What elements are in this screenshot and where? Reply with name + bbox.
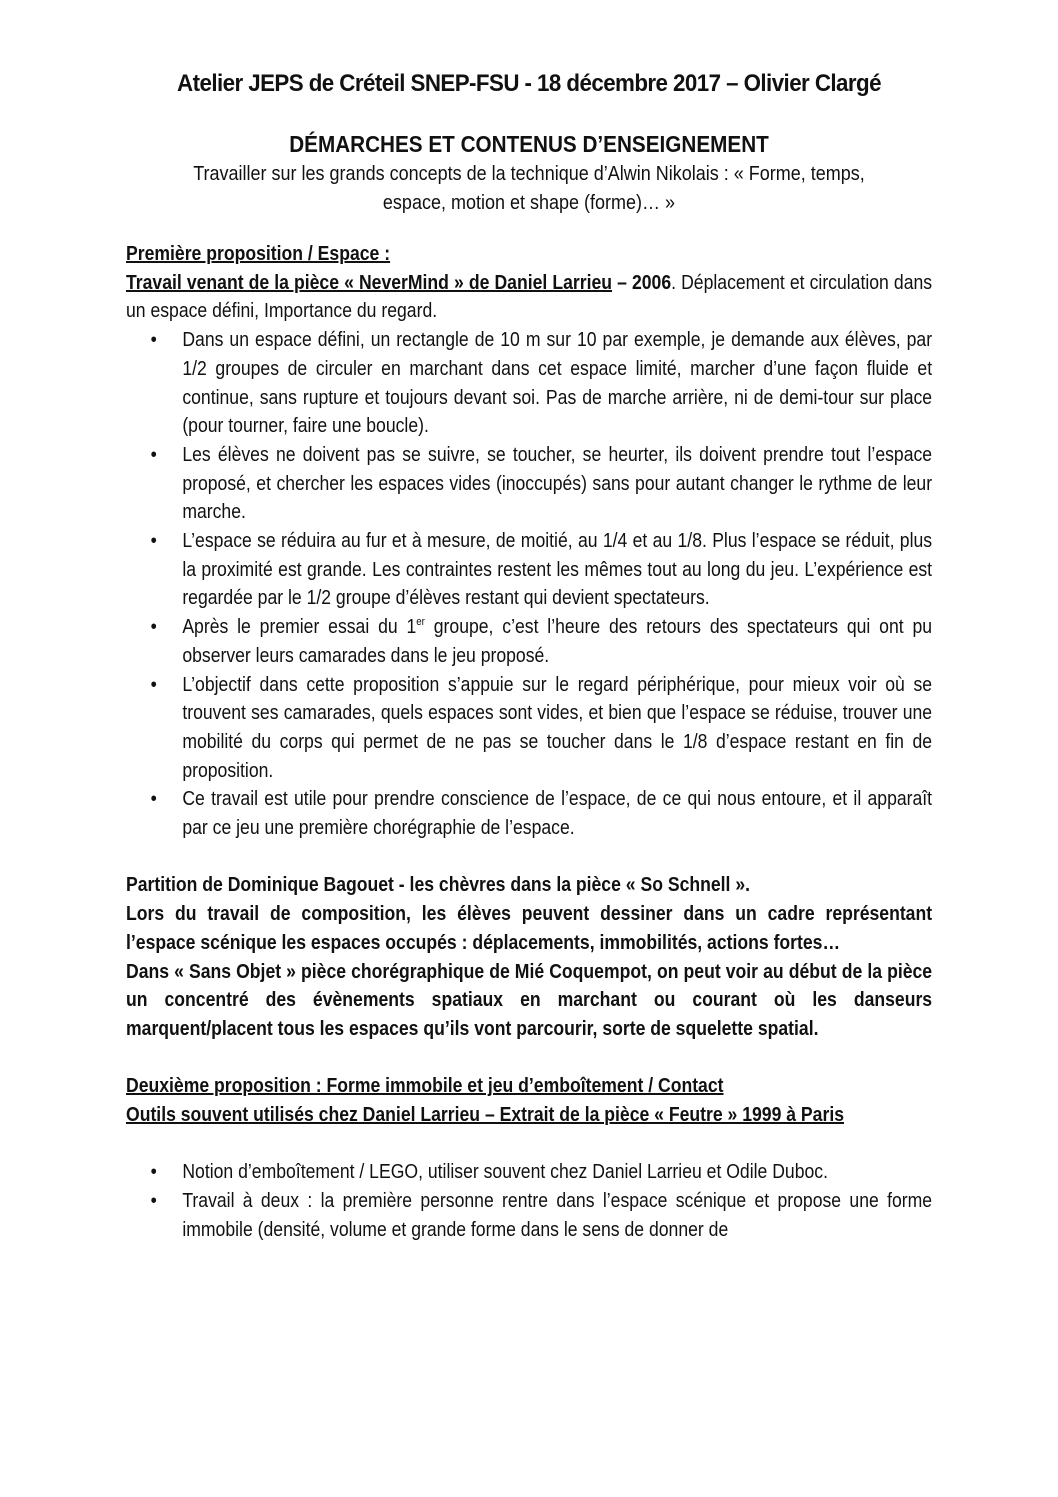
section1-intro-text: . Déplacement et circulation dans un espace défini, Importance du regard.: [126, 271, 933, 323]
bullet-icon: •: [150, 530, 157, 553]
bullet-icon: •: [150, 1161, 157, 1184]
list-item: • Ce travail est utile pour prendre conscience de l’espace, de ce qui nous entoure, et il apparaît par ce jeu une première chorégraphie de l’espace.: [126, 785, 932, 842]
bullet-icon: •: [150, 329, 157, 352]
bullet-icon: •: [150, 673, 157, 696]
bullet-icon: •: [150, 616, 157, 639]
subtitle-line-1: Travailler sur les grands concepts de la technique d’Alwin Nikolais : « Forme, temps,: [193, 163, 865, 185]
section2-source: Outils souvent utilisés chez Daniel Larrieu – Extrait de la pièce « Feutre » 1999 à Paris: [126, 1104, 844, 1127]
bullet-icon: •: [150, 1190, 157, 1213]
list-item: • Après le premier essai du 1er groupe, c’est l’heure des retours des spectateurs qui ont pu observer leurs camarades dans le jeu proposé.: [126, 613, 932, 670]
document-body: [126, 240, 932, 1245]
section2-heading: Deuxième proposition : Forme immobile et jeu d’emboîtement / Contact: [126, 1075, 724, 1098]
list-item: • Dans un espace défini, un rectangle de 10 m sur 10 par exemple, je demande aux élèves, par 1/2 groupes de circuler en marchant dans cet espace limité, marcher d’une façon fluide et continue, sans rupture et toujours devant soi. Pas de marche arrière, ni de demi-tour sur place (pour tourner, faire une boucle).: [126, 326, 932, 441]
section1-heading: Première proposition / Espace :: [126, 243, 391, 265]
subtitle-line-2: espace, motion et shape (forme)… »: [382, 192, 676, 214]
document-title: Atelier JEPS de Créteil SNEP-FSU - 18 décembre 2017 – Olivier Clargé: [177, 70, 881, 97]
list-item: • L’espace se réduira au fur et à mesure, de moitié, au 1/4 et au 1/8. Plus l’espace se réduit, plus la proximité est grande. Les contraintes restent les mêmes tout au long du jeu. L’expérience est regardée par le 1/2 groupe d’élèves restant qui devient spectateurs.: [126, 527, 932, 613]
bullet-icon: •: [150, 443, 157, 466]
note-paragraph-3: Dans « Sans Objet » pièce chorégraphique de Mié Coquempot, on peut voir au début de la pièce un concentré des évènements spatiaux en marchant ou courant où les danseurs marquent/placent tous les espaces qu’ils vont parcourir, sorte de squelette spatial.: [126, 960, 933, 1040]
note-paragraph-1: Partition de Dominique Bagouet - les chèvres dans la pièce « So Schnell ».: [126, 874, 751, 897]
section2-bullet-list: [126, 1158, 932, 1244]
section1-year: – 2006: [612, 271, 672, 294]
section1-bullet-list: [126, 326, 932, 843]
bullet-icon: •: [150, 788, 157, 811]
list-item: • Notion d’emboîtement / LEGO, utiliser souvent chez Daniel Larrieu et Odile Duboc.: [126, 1158, 932, 1187]
list-item: • Travail à deux : la première personne rentre dans l’espace scénique et propose une forme immobile (densité, volume et grande forme dans le sens de donner de: [126, 1187, 932, 1244]
section1-source: Travail venant de la pièce « NeverMind » de Daniel Larrieu: [126, 271, 613, 294]
section1-intro: [126, 269, 932, 326]
document-heading: DÉMARCHES ET CONTENUS D’ENSEIGNEMENT: [289, 131, 769, 157]
list-item: • Les élèves ne doivent pas se suivre, se toucher, se heurter, ils doivent prendre tout l’espace proposé, et chercher les espaces vides (inoccupés) sans pour autant changer le rythme de leur marche.: [126, 441, 932, 527]
list-item: • L’objectif dans cette proposition s’appuie sur le regard périphérique, pour mieux voir où se trouvent ses camarades, quels espaces sont vides, et bien que l’espace se réduise, trouver une mobilité du corps qui permet de ne pas se toucher dans le 1/8 d’espace restant en fin de proposition.: [126, 671, 932, 786]
document-subtitle: [166, 160, 891, 218]
note-paragraph-2: Lors du travail de composition, les élèves peuvent dessiner dans un cadre représentant l’espace scénique les espaces occupés : déplacements, immobilités, actions fortes…: [126, 903, 933, 954]
